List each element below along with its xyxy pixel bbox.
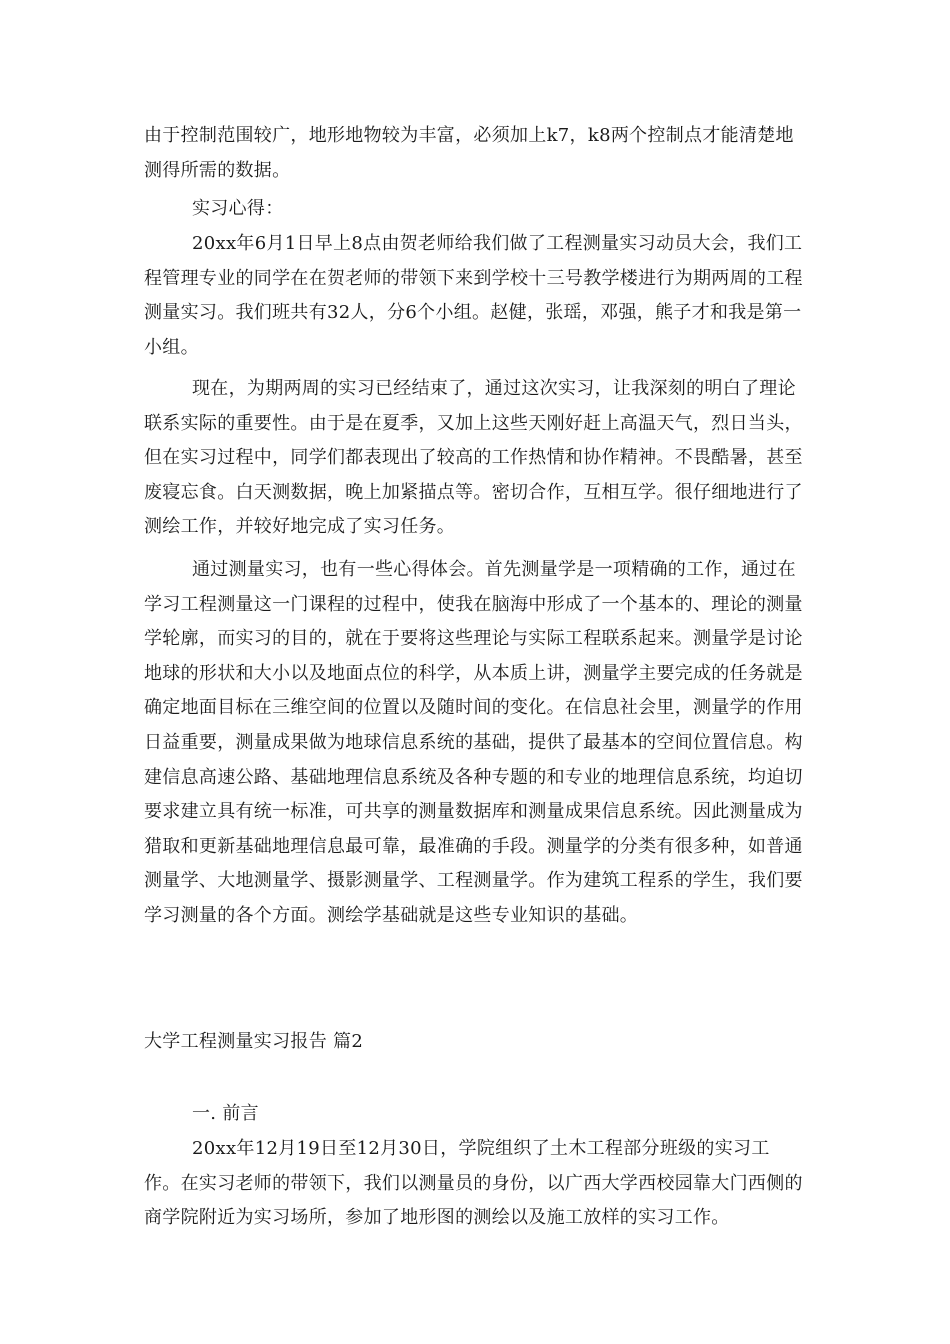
paragraph-mobilization: 20xx年6月1日早上8点由贺老师给我们做了工程测量实习动员大会，我们工程管理专业的同学在在贺老师的带领下来到学校十三号教学楼进行为期两周的工程测量实习。我们班共有32人，分6个小组。赵健，张瑶，邓强，熊子才和我是第一小组。 [144,233,803,358]
paragraph-reflection: 现在，为期两周的实习已经结束了，通过这次实习，让我深刻的明白了理论联系实际的重要性。由于是在夏季，又加上这些天刚好赶上高温天气，烈日当头，但在实习过程中，同学们都表现出了较高的工作热情和协作精神。不畏酷暑，甚至废寝忘食。白天测数据，晚上加紧描点等。密切合作，互相互学。很仔细地进行了测绘工作，并较好地完成了实习任务。 [144,378,803,538]
heading-experience: 实习心得： [192,198,284,219]
paragraph-surveying-insights: 通过测量实习，也有一些心得体会。首先测量学是一项精确的工作，通过在学习工程测量这一门课程的过程中，使我在脑海中形成了一个基本的、理论的测量学轮廓，而实习的目的，就在于要将这些理论与实际工程联系起来。测量学是讨论地球的形状和大小以及地面点位的科学，从本质上讲，测量学主要完成的任务就是确定地面目标在三维空间的位置以及随时间的变化。在信息社会里，测量学的作用日益重要，测量成果做为地球信息系统的基础，提供了最基本的空间位置信息。构建信息高速公路、基础地理信息系统及各种专题的和专业的地理信息系统，均迫切要求建立具有统一标准，可共享的测量数据库和测量成果信息系统。因此测量成为猎取和更新基础地理信息最可靠，最准确的手段。测量学的分类有很多种，如普通测量学、大地测量学、摄影测量学、工程测量学。作为建筑工程系的学生，我们要学习测量的各个方面。测绘学基础就是这些专业知识的基础。 [144,559,803,926]
heading-preface: 一. 前言 [192,1103,259,1124]
section-title: 大学工程测量实习报告 篇2 [144,1031,364,1052]
paragraph-control-points: 由于控制范围较广，地形地物较为丰富，必须加上k7，k8两个控制点才能清楚地测得所需的数据。 [144,125,794,181]
paragraph-preface: 20xx年12月19日至12月30日，学院组织了土木工程部分班级的实习工作。在实习老师的带领下，我们以测量员的身份，以广西大学西校园靠大门西侧的商学院附近为实习场所，参加了地形图的测绘以及施工放样的实习工作。 [144,1138,803,1229]
